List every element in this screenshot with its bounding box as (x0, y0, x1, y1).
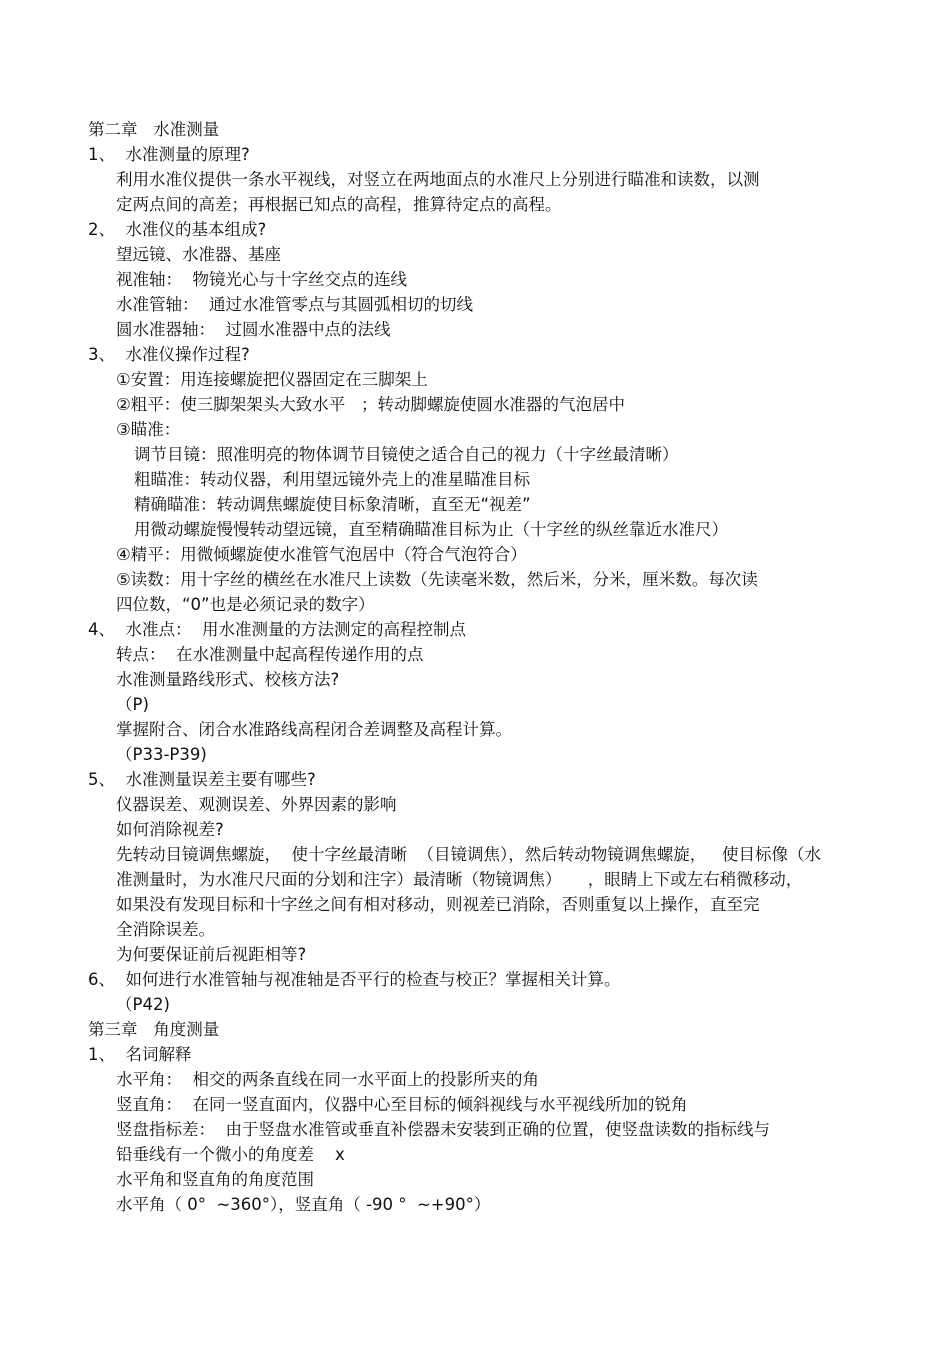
question-6-heading: 6、 如何进行水准管轴与视准轴是否平行的检查与校正？掌握相关计算。 (88, 970, 621, 989)
paragraph-line: 为何要保证前后视距相等? (116, 945, 307, 964)
paragraph-line: 水准管轴： 通过水准管零点与其圆弧相切的切线 (116, 295, 473, 314)
page-reference: （P33-P39) (116, 745, 207, 764)
paragraph-line: 全消除误差。 (116, 920, 215, 939)
question-3-heading: 3、 水准仪操作过程? (88, 345, 250, 364)
question-4-heading: 4、 水准点： 用水准测量的方法测定的高程控制点 (88, 620, 466, 639)
question-1-heading: 1、 名词解释 (88, 1045, 192, 1064)
paragraph-line: 竖盘指标差： 由于竖盘水准管或垂直补偿器未安装到正确的位置，使竖盘读数的指标线与 (116, 1120, 770, 1139)
chapter-2-heading: 第二章 水准测量 (88, 120, 220, 139)
paragraph-line: 仪器误差、观测误差、外界因素的影响 (116, 795, 397, 814)
paragraph-line: 调节目镜：照准明亮的物体调节目镜使之适合自己的视力（十字丝最清晰） (134, 445, 679, 464)
paragraph-line: 铅垂线有一个微小的角度差 x (116, 1145, 345, 1164)
paragraph-line: 先转动目镜调焦螺旋， 使十字丝最清晰 （目镜调焦），然后转动物镜调焦螺旋， 使目标像（水 (116, 845, 821, 864)
paragraph-line: 圆水准器轴： 过圆水准器中点的法线 (116, 320, 391, 339)
paragraph-line: 竖直角： 在同一竖直面内，仪器中心至目标的倾斜视线与水平视线所加的锐角 (116, 1095, 688, 1114)
paragraph-line: 如果没有发现目标和十字丝之间有相对移动，则视差已消除，否则重复以上操作，直至完 (116, 895, 760, 914)
paragraph-line: 粗瞄准：转动仪器，利用望远镜外壳上的准星瞄准目标 (134, 470, 530, 489)
paragraph-line: 用微动螺旋慢慢转动望远镜，直至精确瞄准目标为止（十字丝的纵丝靠近水准尺） (134, 520, 728, 539)
paragraph-line: 水准测量路线形式、校核方法? (116, 670, 340, 689)
paragraph-line: 如何消除视差? (116, 820, 224, 839)
question-2-heading: 2、 水准仪的基本组成? (88, 220, 267, 239)
chapter-3-heading: 第三章 角度测量 (88, 1020, 220, 1039)
paragraph-line: 水平角： 相交的两条直线在同一水平面上的投影所夹的角 (116, 1070, 539, 1089)
paragraph-line: 转点： 在水准测量中起高程传递作用的点 (116, 645, 424, 664)
paragraph-line: 精确瞄准：转动调焦螺旋使目标象清晰，直至无“视差” (134, 495, 531, 514)
page-reference: （P42) (116, 995, 170, 1014)
paragraph-line: 四位数，“0”也是必须记录的数字） (116, 595, 375, 614)
paragraph-line: ②粗平：使三脚架架头大致水平 ；转动脚螺旋使圆水准器的气泡居中 (116, 395, 626, 414)
paragraph-line: 定两点间的高差；再根据已知点的高程，推算待定点的高程。 (116, 195, 562, 214)
paragraph-line: 望远镜、水准器、基座 (116, 245, 281, 264)
paragraph-line: 水平角和竖直角的角度范围 (116, 1170, 314, 1189)
paragraph-line: ①安置：用连接螺旋把仪器固定在三脚架上 (116, 370, 428, 389)
paragraph-line: 视准轴： 物镜光心与十字丝交点的连线 (116, 270, 407, 289)
question-1-heading: 1、 水准测量的原理? (88, 145, 250, 164)
paragraph-line: 准测量时，为水准尺尺面的分划和注字）最清晰（物镜调焦） ，眼睛上下或左右稍微移动， (116, 870, 803, 889)
paragraph-line: ④精平：用微倾螺旋使水准管气泡居中（符合气泡符合） (116, 545, 527, 564)
page-reference: （P) (116, 695, 149, 714)
paragraph-line: ⑤读数：用十字丝的横丝在水准尺上读数（先读毫米数，然后米，分米，厘米数。每次读 (116, 570, 758, 589)
paragraph-line: 掌握附合、闭合水准路线高程闭合差调整及高程计算。 (116, 720, 512, 739)
question-5-heading: 5、 水准测量误差主要有哪些? (88, 770, 316, 789)
paragraph-line: 利用水准仪提供一条水平视线，对竖立在两地面点的水准尺上分别进行瞄准和读数，以测 (116, 170, 760, 189)
paragraph-line: 水平角（ 0° ~360°），竖直角（ -90 ° ~+90°） (116, 1195, 491, 1214)
paragraph-line: ③瞄准： (116, 420, 181, 439)
